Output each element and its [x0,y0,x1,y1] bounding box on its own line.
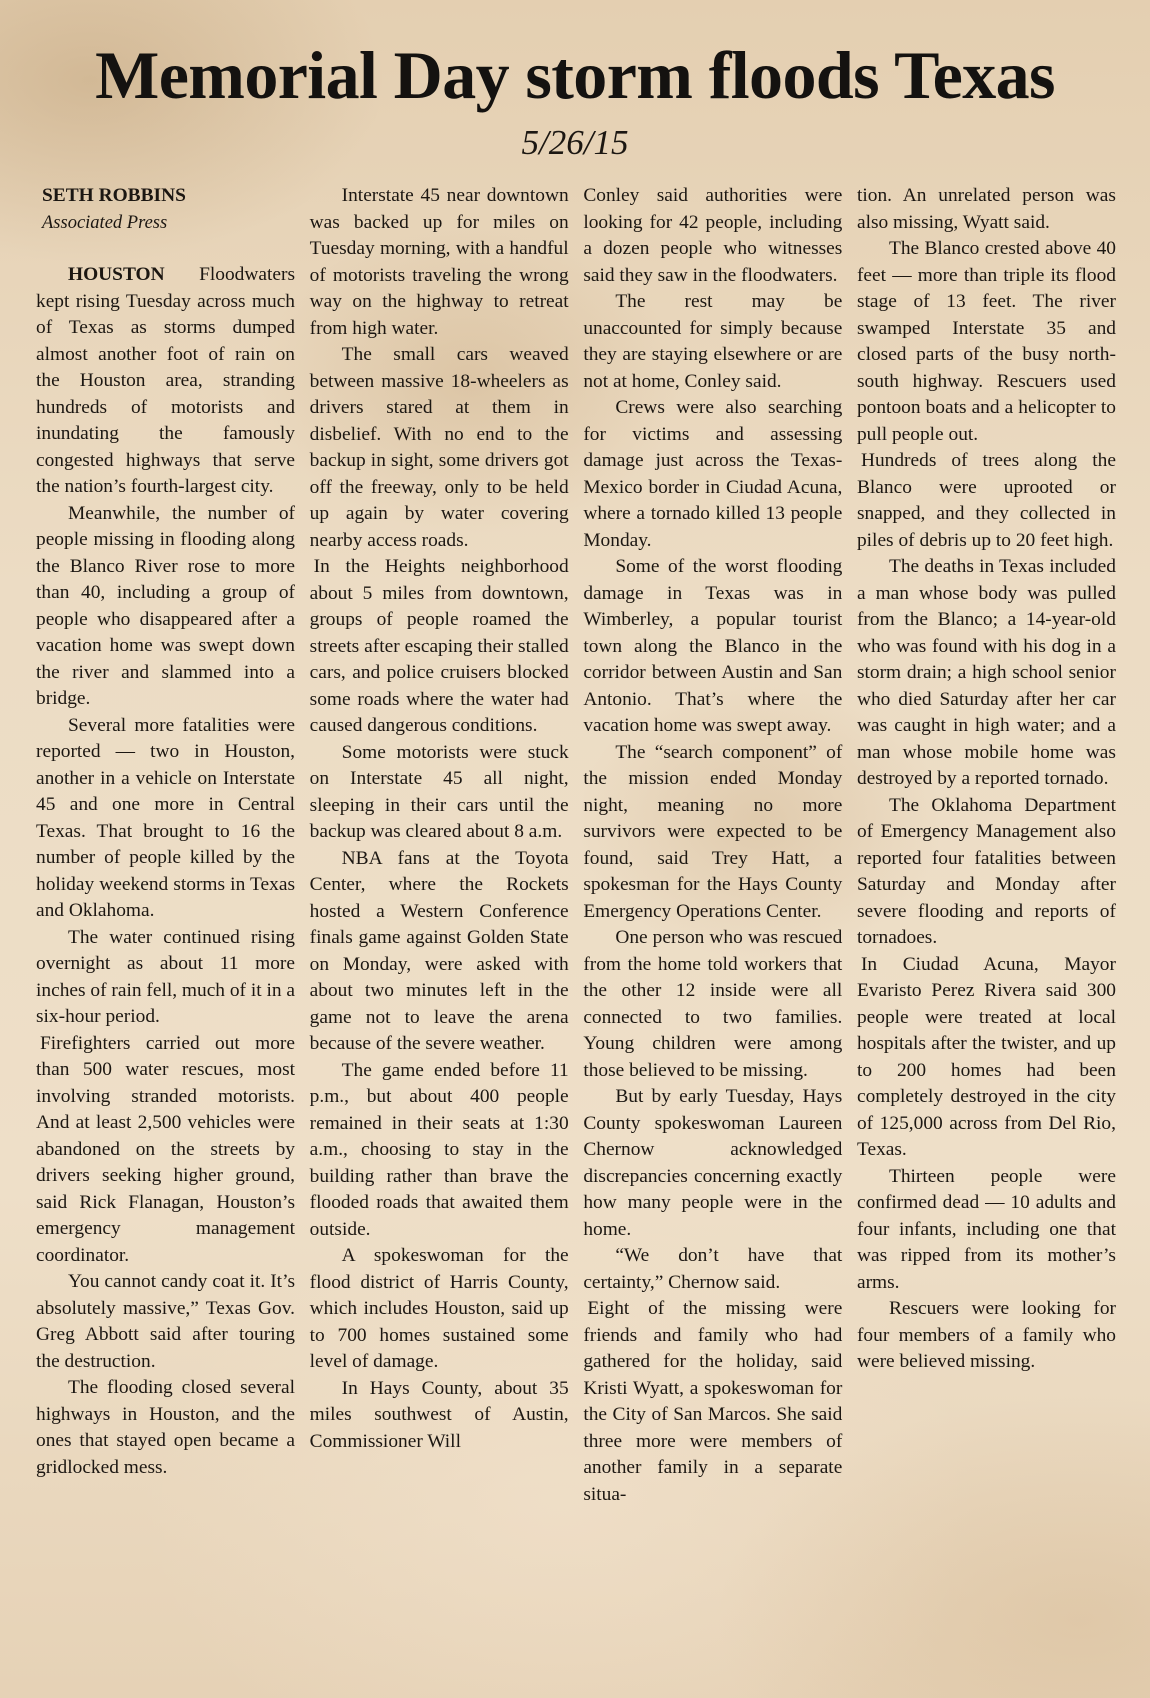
paragraph: tion. An unrelated person was also missing, Wyatt said. [856,185,1116,233]
paragraph: But by early Tuesday, Hays County spokeswoman Laureen Chernow acknowledged discrepancies concerning exactly how many people were in the home. [583,1086,843,1240]
column-1 [36,183,295,1643]
paragraph: Interstate 45 near downtown was backed up for miles on Tuesday morning, with a handful of motorists traveling the wrong way on the highway to retreat from high water. [309,185,569,339]
paragraph: In Hays County, about 35 miles southwest of Austin, Commissioner Will [309,1377,569,1452]
paragraph: Thirteen people were confirmed dead — 10 adults and four infants, including one that was ripped from its mother’s arms. [856,1165,1116,1293]
paragraph: The flooding closed several highways in Houston, and the ones that stayed open became a gridlocked mess. [36,1377,295,1478]
paragraph: In Ciudad Acuna, Mayor Evaristo Perez Rivera said 300 people were treated at local hospitals after the twister, and up to 200 homes had been completely destroyed in the city of 125,000 across from Del Rio, Texas. [856,953,1116,1160]
paragraph: Some motorists were stuck on Interstate 45 all night, sleeping in their cars until the backup was cleared about 8 a.m. [309,741,569,842]
paragraph: Some of the worst flooding damage in Texas was in Wimberley, a popular tourist town along the Blanco in the corridor between Austin and San Antonio. That’s where the vacation home was swept away. [583,556,843,736]
column-3 [583,183,842,1643]
byline-author: SETH ROBBINS [42,185,186,206]
paragraph: Firefighters carried out more than 500 water rescues, most involving stranded motorists. And at least 2,500 vehicles were abandoned on the streets by drivers seeking higher ground, said Rick Flanagan, Houston’s emergency management coordinator. [36,1032,295,1266]
paragraph: The Blanco crested above 40 feet — more than triple its flood stage of 13 feet. The river swamped Interstate 35 and closed parts of the busy north-south highway. Rescuers used pontoon boats and a helicopter to pull people out. [856,238,1116,445]
headline: Memorial Day storm floods Texas [95,37,1055,113]
paragraph: A spokeswoman for the flood district of Harris County, which includes Houston, said up to 700 homes sustained some level of damage. [309,1245,569,1372]
paragraph [36,262,295,501]
paragraph: The small cars weaved between massive 18-wheelers as drivers stared at them in disbelief. With no end to the backup in sight, some drivers got off the freeway, only to be held up again by water covering nearby access roads. [309,344,569,551]
paragraph: The Oklahoma Department of Emergency Management also reported four fatalities between Saturday and Monday after severe flooding and reports of tornadoes. [856,794,1116,948]
paragraph: The rest may be unaccounted for simply because they are staying elsewhere or are not at home, Conley said. [583,291,843,392]
paragraph: The game ended before 11 p.m., but about 400 people remained in their seats at 1:30 a.m., choosing to stay in the building rather than brave the flooded roads that awaited them outside. [309,1059,569,1240]
byline [36,183,295,236]
paragraph: Rescuers were looking for four members of a family who were believed missing. [856,1298,1116,1372]
paragraph: You cannot candy coat it. It’s absolutely massive,” Texas Gov. Greg Abbott said after touring the destruction. [36,1271,295,1372]
article-body [36,183,1116,1643]
article-date: 5/26/15 [521,123,629,162]
paragraph: The “search component” of the mission ended Monday night, meaning no more survivors were expected to be found, said Trey Hatt, a spokesman for the Hays County Emergency Operations Center. [583,741,843,922]
paragraph: In the Heights neighborhood about 5 miles from downtown, groups of people roamed the streets after escaping their stalled cars, and police cruisers blocked some roads where the water had caused dangerous conditions. [309,556,569,736]
paragraph: One person who was rescued from the home told workers that the other 12 inside were all connected to two families. Young children were among those believed to be missing. [583,927,843,1081]
paragraph: Hundreds of trees along the Blanco were uprooted or snapped, and they collected in piles of debris up to 20 feet high. [856,450,1116,551]
paragraph: The water continued rising overnight as about 11 more inches of rain fell, much of it in a six-hour period. [36,926,295,1027]
paragraph: Eight of the missing were friends and family who had gathered for the holiday, said Kristi Wyatt, a spokeswoman for the City of San Marcos. She said three more were members of another family in a separate situa- [583,1298,843,1505]
paragraph-text: Floodwaters kept rising Tuesday across much of Texas as storms dumped almost another foot of rain on the Houston area, stranding hundreds of motorists and inundating the famously congested highways that serve the nation’s fourth-largest city. [36,264,295,497]
paragraph: “We don’t have that certainty,” Chernow said. [583,1245,843,1293]
byline-agency: Associated Press [42,212,168,233]
column-4 [857,183,1116,1643]
paragraph: Conley said authorities were looking for 42 people, including a dozen people who witnesses said they saw in the floodwaters. [583,185,843,286]
dateline: HOUSTON [68,264,165,285]
paragraph: Meanwhile, the number of people missing in flooding along the Blanco River rose to more than 40, including a group of people who disappeared after a vacation home was swept down the river and slammed into a bridge. [36,502,295,709]
paragraph: Crews were also searching for victims and assessing damage just across the Texas-Mexico border in Ciudad Acuna, where a tornado killed 13 people Monday. [583,397,843,551]
column-2 [310,183,569,1643]
paragraph: The deaths in Texas included a man whose body was pulled from the Blanco; a 14-year-old who was found with his dog in a storm drain; a high school senior who died Saturday after her car was caught in high water; and a man whose mobile home was destroyed by a reported tornado. [856,556,1116,789]
paragraph: NBA fans at the Toyota Center, where the Rockets hosted a Western Conference finals game against Golden State on Monday, were asked with about two minutes left in the game not to leave the arena because of the severe weather. [309,847,569,1054]
paragraph: Several more fatalities were reported — two in Houston, another in a vehicle on Interstate 45 and one more in Central Texas. That brought to 16 the number of people killed by the holiday weekend storms in Texas and Oklahoma. [36,714,295,921]
